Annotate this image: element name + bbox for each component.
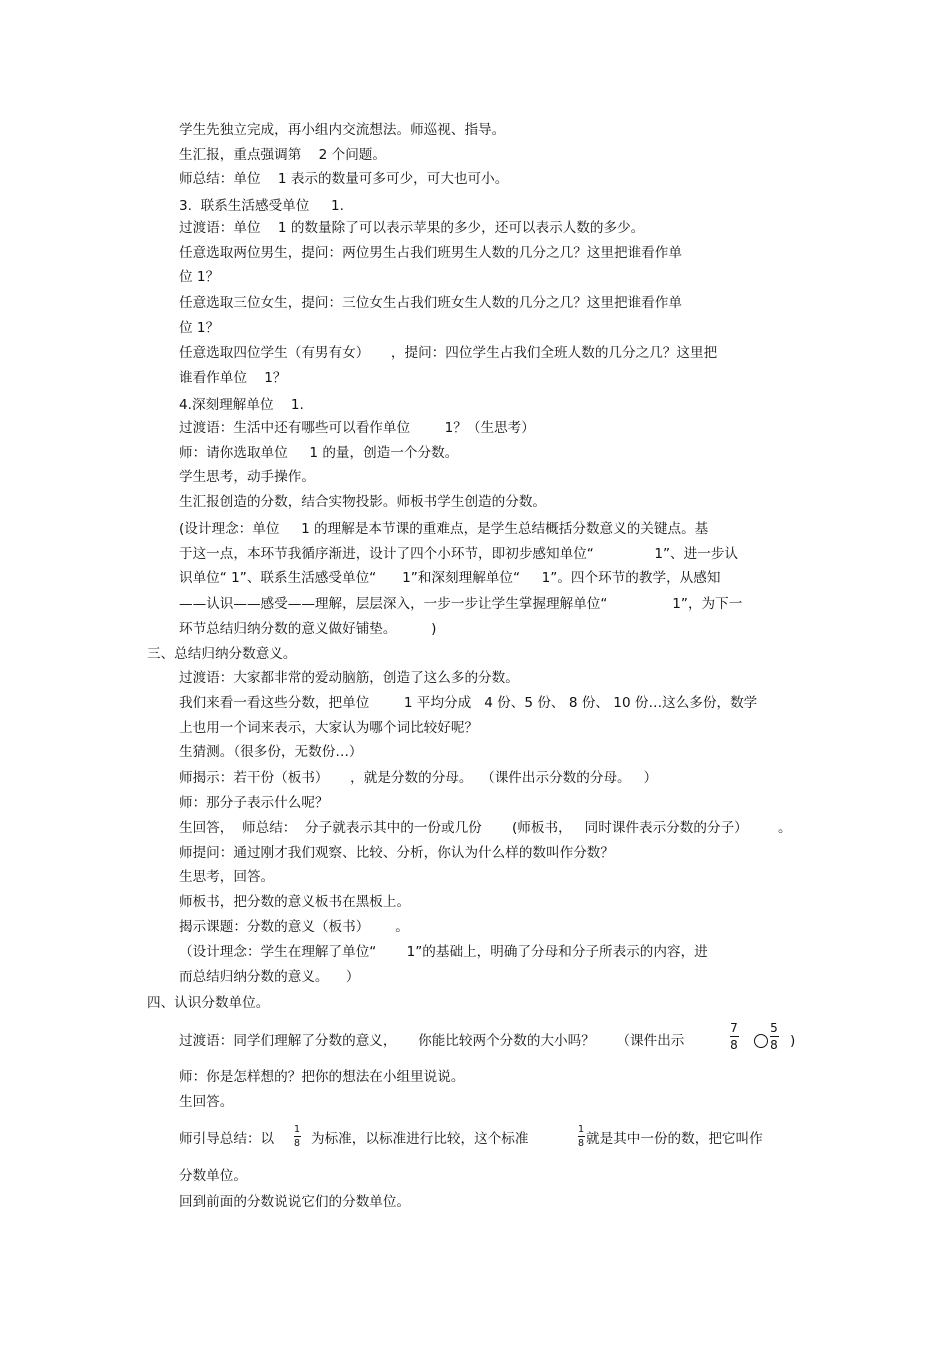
text-line: 师：请你选取单位 1 的量，创造一个分数。 xyxy=(179,445,459,461)
text-line: 师板书，把分数的意义板书在黑板上。 xyxy=(179,894,411,910)
text-line: 位 1？ xyxy=(179,269,220,285)
text-line: 生汇报创造的分数，结合实物投影。师板书学生创造的分数。 xyxy=(179,494,547,510)
text-line: 师：那分子表示什么呢？ xyxy=(179,795,329,811)
section-heading: 4.深刻理解单位 1. xyxy=(179,397,304,413)
comparison-circle-icon xyxy=(754,1034,768,1048)
text-line: 生思考，回答。 xyxy=(179,869,275,885)
text-line: 任意选取两位男生，提问：两位男生占我们班男生人数的几分之几？这里把谁看作单 xyxy=(179,245,682,261)
fraction-seven-eighths: 7 8 xyxy=(730,1021,738,1052)
text-line: 任意选取三位女生，提问：三位女生占我们班女生人数的几分之几？这里把谁看作单 xyxy=(179,295,682,311)
text-line: 生汇报，重点强调第 2 个问题。 xyxy=(179,147,386,163)
text-segment: 师引导总结：以 xyxy=(179,1131,275,1147)
text-segment: 就是其中一份的数，把它叫作 xyxy=(586,1131,763,1147)
text-line: 师揭示：若干份（板书） ，就是分数的分母。 （课件出示分数的分母。 ） xyxy=(179,770,658,786)
text-line: 分数单位。 xyxy=(179,1168,247,1184)
text-line: 过渡语：单位 1 的数量除了可以表示苹果的多少，还可以表示人数的多少。 xyxy=(179,220,645,236)
text-line: 学生先独立完成，再小组内交流想法。师巡视、指导。 xyxy=(179,122,506,138)
text-line: 于这一点，本环节我循序渐进，设计了四个小环节，即初步感知单位“ 1”、进一步认 xyxy=(179,546,739,562)
closing-paren: ) xyxy=(790,1033,796,1049)
text-line: 而总结归纳分数的意义。 ） xyxy=(179,969,360,985)
text-line: 师总结：单位 1 表示的数量可多可少，可大也可小。 xyxy=(179,171,509,187)
text-line: 位 1？ xyxy=(179,320,220,336)
text-line: 环节总结归纳分数的意义做好铺垫。 ) xyxy=(179,621,437,637)
text-line: (设计理念：单位 1 的理解是本节课的重难点，是学生总结概括分数意义的关键点。基 xyxy=(179,521,709,537)
text-line: 任意选取四位学生（有男有女） ，提问：四位学生占我们全班人数的几分之几？这里把 xyxy=(179,345,718,361)
text-line: 识单位“ 1”、联系生活感受单位“ 1”和深刻理解单位“ 1”。四个环节的教学，从感知 xyxy=(179,570,721,586)
text-line: 过渡语：生活中还有哪些可以看作单位 1？（生思考） xyxy=(179,420,535,436)
text-line: 过渡语：大家都非常的爱动脑筋，创造了这么多的分数。 xyxy=(179,670,519,686)
text-line: 过渡语：同学们理解了分数的意义， 你能比较两个分数的大小吗？ （课件出示 xyxy=(179,1033,685,1049)
text-line: 我们来看一看这些分数，把单位 1 平均分成 4 份、5 份、 8 份、 10 份…这么多份，数学 xyxy=(179,695,758,711)
section-heading: 四、认识分数单位。 xyxy=(147,995,270,1011)
fraction-one-eighth: 1 8 xyxy=(577,1124,585,1149)
text-line: 师：你是怎样想的？把你的想法在小组里说说。 xyxy=(179,1069,465,1085)
text-line: 揭示课题：分数的意义（板书） 。 xyxy=(179,919,409,935)
text-segment: 为标准，以标准进行比较，这个标准 xyxy=(311,1131,529,1147)
section-heading: 3. 联系生活感受单位 1. xyxy=(179,198,344,214)
text-line: 生猜测。（很多份，无数份…） xyxy=(179,744,363,760)
section-heading: 三、总结归纳分数意义。 xyxy=(147,646,297,662)
fraction-five-eighths: 5 8 xyxy=(770,1021,778,1052)
text-line: （设计理念：学生在理解了单位“ 1”的基础上，明确了分母和分子所表示的内容，进 xyxy=(179,944,708,960)
fraction-one-eighth: 1 8 xyxy=(293,1124,301,1149)
text-line: ——认识——感受——理解，层层深入，一步一步让学生掌握理解单位“ 1”，为下一 xyxy=(179,596,743,612)
text-line: 上也用一个词来表示，大家认为哪个词比较好呢？ xyxy=(179,720,479,736)
text-line: 学生思考，动手操作。 xyxy=(179,469,315,485)
text-line: 生回答。 xyxy=(179,1094,234,1110)
text-line: 回到前面的分数说说它们的分数单位。 xyxy=(179,1194,411,1210)
text-line: 师提问：通过刚才我们观察、比较、分析，你认为什么样的数叫作分数？ xyxy=(179,845,614,861)
text-line: 生回答， 师总结： 分子就表示其中的一份或几份 (师板书， 同时课件表示分数的分子） 。 xyxy=(179,820,792,836)
text-line: 谁看作单位 1？ xyxy=(179,370,287,386)
